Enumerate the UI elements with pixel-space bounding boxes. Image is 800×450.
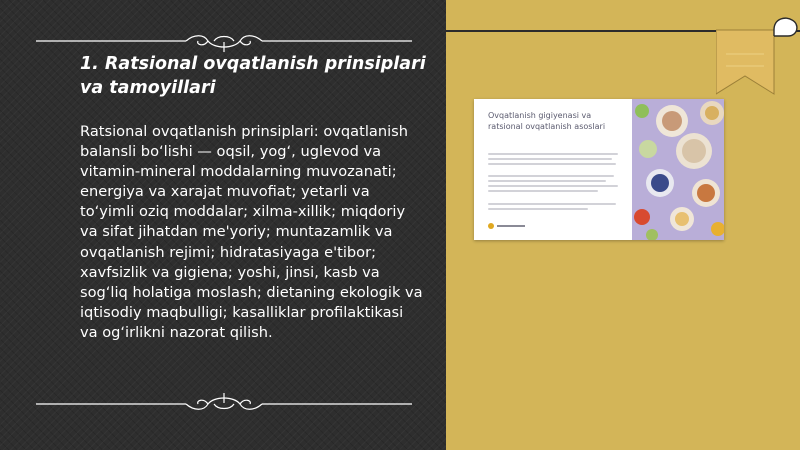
slide-title: 1. Ratsional ovqatlanish prinsiplari va tamoyillari <box>80 54 426 98</box>
food-photo <box>632 99 724 240</box>
text-line <box>488 203 616 205</box>
book-cover-image <box>474 99 724 240</box>
text-line <box>488 163 616 165</box>
text-line <box>488 153 618 155</box>
book-cover-text-area <box>474 99 632 240</box>
text-line <box>488 180 606 182</box>
bookmark-ribbon-icon <box>716 14 800 102</box>
text-line <box>488 175 614 177</box>
text-line <box>488 185 618 187</box>
publisher-logo-icon <box>487 222 527 230</box>
text-line <box>488 158 612 160</box>
flourish-divider-icon <box>36 392 412 412</box>
book-cover-title: Ovqatlanish gigiyenasi va ratsional ovqatlanish asoslari <box>488 111 606 131</box>
text-line <box>488 208 588 210</box>
slide-body-text: Ratsional ovqatlanish prinsiplari: ovqatlanish balansli bo‘lishi — oqsil, yog‘, uglevod va vitamin-mineral moddalarning muvozanati; energiya va xarajat muvofiat; yetarli va to‘yimli oziq moddalar; xilma-xillik; miqdoriy va sifat jihatdan me'yoriy; muntazamlik va ovqatlanish rejimi; hidratasiyaga e'tibor; xavfsizlik va gigiena; yoshi, jinsi, kasb va sog‘liq holatiga moslash; dietaning ekologik va iqtisodiy maqbulligi; kasalliklar profilaktikasi va og‘irlikni nazorat qilish. <box>80 123 423 341</box>
text-line <box>488 190 598 192</box>
flourish-divider-icon <box>36 33 412 53</box>
